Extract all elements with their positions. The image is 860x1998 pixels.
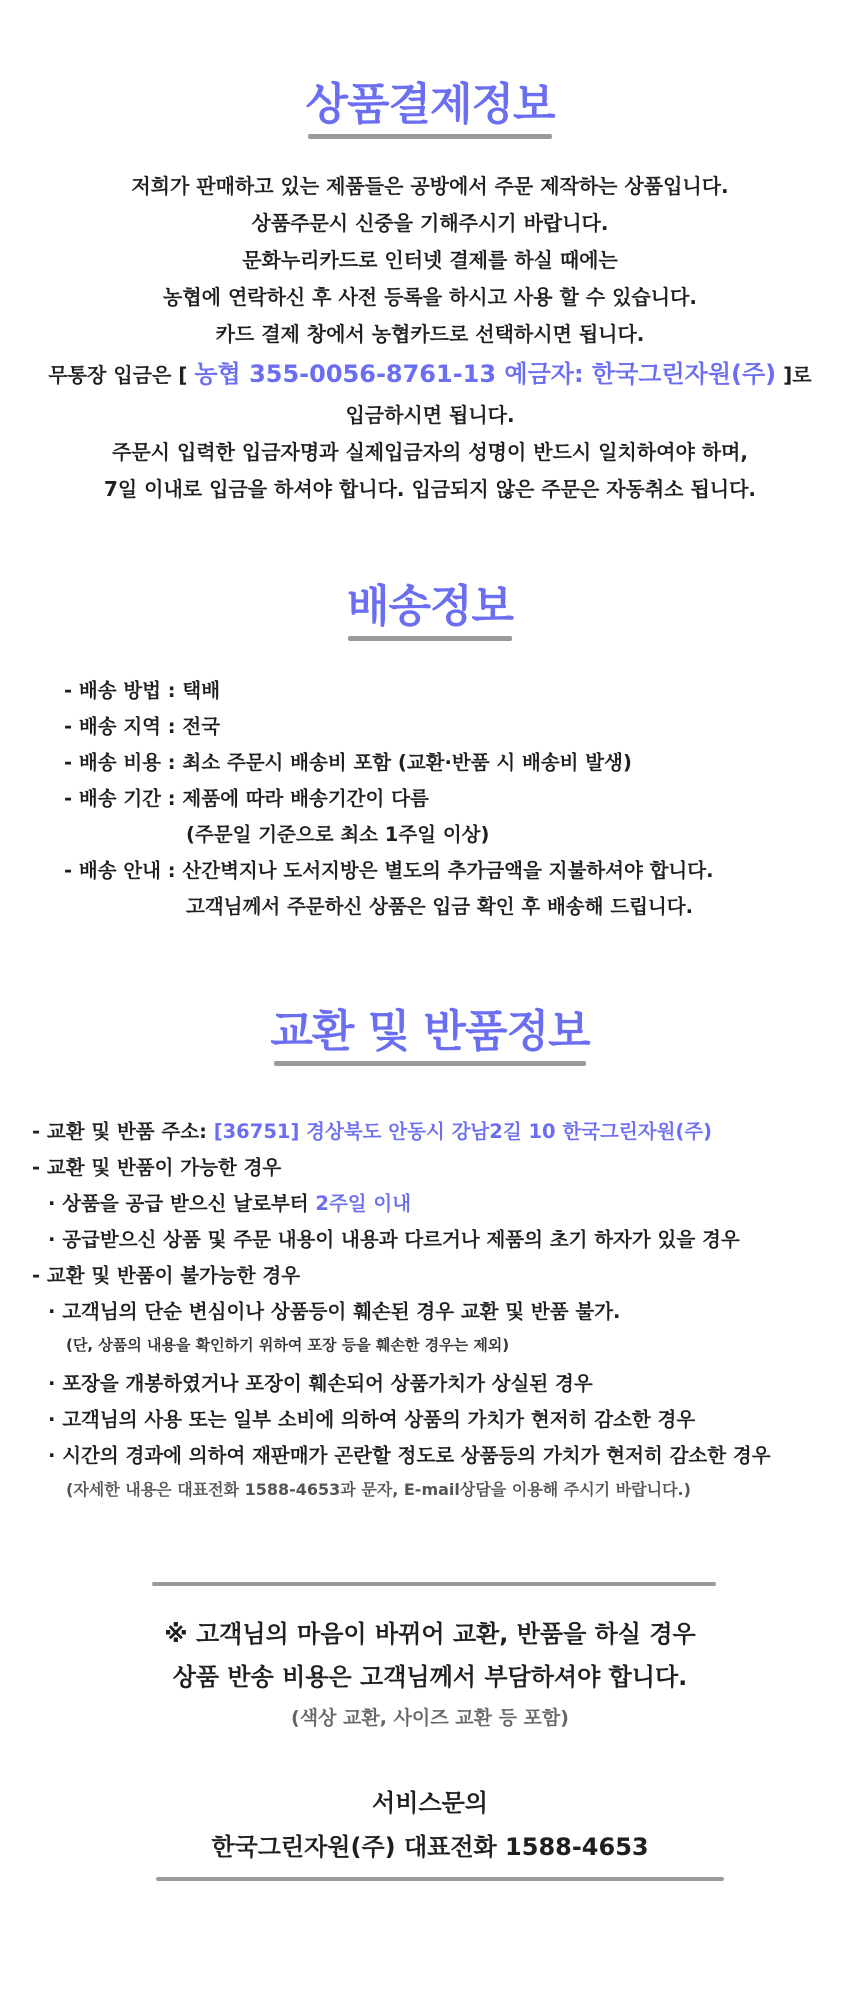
bank-account-info: 농협 355-0056-8761-13 예금자: 한국그린자원(주) [194, 360, 777, 388]
returns-title-underline [274, 1061, 586, 1066]
notice-line-2: 상품 반송 비용은 고객님께서 부담하셔야 합니다. [172, 1663, 688, 1691]
returns-possible-item-2: · 공급받으신 상품 및 주문 내용이 내용과 다르거나 제품의 초기 하자가 있을 경우 [48, 1228, 740, 1251]
payment-title-underline [308, 134, 552, 139]
payment-title: 상품결제정보 [305, 79, 555, 130]
bank-transfer-prefix: 무통장 입금은 [ [48, 363, 188, 387]
service-contact: 한국그린자원(주) 대표전화 1588-4653 [211, 1833, 649, 1861]
notice-top-divider [152, 1582, 716, 1586]
returns-impossible-item-3: · 고객님의 사용 또는 일부 소비에 의하여 상품의 가치가 현저히 감소한 경우 [48, 1408, 696, 1431]
shipping-guide-note: 고객님께서 주문하신 상품은 입금 확인 후 배송해 드립니다. [186, 895, 694, 918]
returns-address [32, 1116, 712, 1144]
returns-impossible-item-4: · 시간의 경과에 의하여 재판매가 곤란할 정도로 상품등의 가치가 현저히 감소한 경우 [48, 1444, 771, 1467]
shipping-method: - 배송 방법 : 택배 [64, 679, 221, 702]
returns-impossible-item-1: · 고객님의 단순 변심이나 상품등이 훼손된 경우 교환 및 반품 불가. [48, 1300, 621, 1323]
payment-line-after-3: 7일 이내로 입금을 하셔야 합니다. 입금되지 않은 주문은 자동취소 됩니다. [103, 477, 757, 501]
returns-detail-note: (자세한 내용은 대표전화 1588-4653과 문자, E-mail상담을 이용해 주시기 바랍니다.) [66, 1480, 691, 1499]
returns-possible-heading: - 교환 및 반품이 가능한 경우 [32, 1156, 282, 1179]
returns-address-value: [36751] 경상북도 안동시 강남2길 10 한국그린자원(주) [213, 1120, 713, 1143]
returns-possible-item-1-text: · 상품을 공급 받으신 날로부터 [48, 1192, 309, 1215]
shipping-guide: - 배송 안내 : 산간벽지나 도서지방은 별도의 추가금액을 지불하셔야 합니다. [64, 859, 714, 882]
returns-title: 교환 및 반품정보 [270, 1006, 590, 1057]
notice-line-1: ※ 고객님의 마음이 바뀌어 교환, 반품을 하실 경우 [164, 1620, 696, 1648]
returns-impossible-item-2: · 포장을 개봉하였거나 포장이 훼손되어 상품가치가 상실된 경우 [48, 1372, 593, 1395]
notice-line-3: (색상 교환, 사이즈 교환 등 포함) [291, 1707, 569, 1729]
shipping-period-note: (주문일 기준으로 최소 1주일 이상) [186, 823, 490, 846]
service-bottom-divider [156, 1877, 724, 1881]
payment-line-1: 저희가 판매하고 있는 제품들은 공방에서 주문 제작하는 상품입니다. [131, 174, 729, 198]
payment-line-3: 문화누리카드로 인터넷 결제를 하실 때에는 [242, 248, 618, 272]
shipping-title: 배송정보 [346, 581, 513, 632]
payment-line-after-1: 입금하시면 됩니다. [345, 403, 515, 427]
returns-impossible-item-1-note: (단, 상품의 내용을 확인하기 위하여 포장 등을 훼손한 경우는 제외) [66, 1336, 510, 1354]
payment-line-2: 상품주문시 신중을 기해주시기 바랍니다. [251, 211, 609, 235]
shipping-period: - 배송 기간 : 제품에 따라 배송기간이 다름 [64, 787, 429, 810]
payment-line-5: 카드 결제 창에서 농협카드로 선택하시면 됩니다. [215, 322, 645, 346]
service-title: 서비스문의 [372, 1789, 488, 1817]
payment-line-4: 농협에 연락하신 후 사전 등록을 하시고 사용 할 수 있습니다. [163, 285, 697, 309]
shipping-cost: - 배송 비용 : 최소 주문시 배송비 포함 (교환·반품 시 배송비 발생) [64, 751, 632, 774]
returns-possible-item-1 [48, 1188, 411, 1216]
bank-transfer-line [0, 354, 860, 389]
returns-impossible-heading: - 교환 및 반품이 불가능한 경우 [32, 1264, 301, 1287]
returns-period-highlight: 2주일 이내 [315, 1192, 412, 1215]
returns-address-label: - 교환 및 반품 주소: [32, 1120, 207, 1143]
payment-line-after-2: 주문시 입력한 입금자명과 실제입금자의 성명이 반드시 일치하여야 하며, [112, 440, 748, 464]
shipping-title-underline [348, 636, 512, 641]
shipping-region: - 배송 지역 : 전국 [64, 715, 221, 738]
bank-transfer-suffix: ]로 [783, 363, 812, 387]
